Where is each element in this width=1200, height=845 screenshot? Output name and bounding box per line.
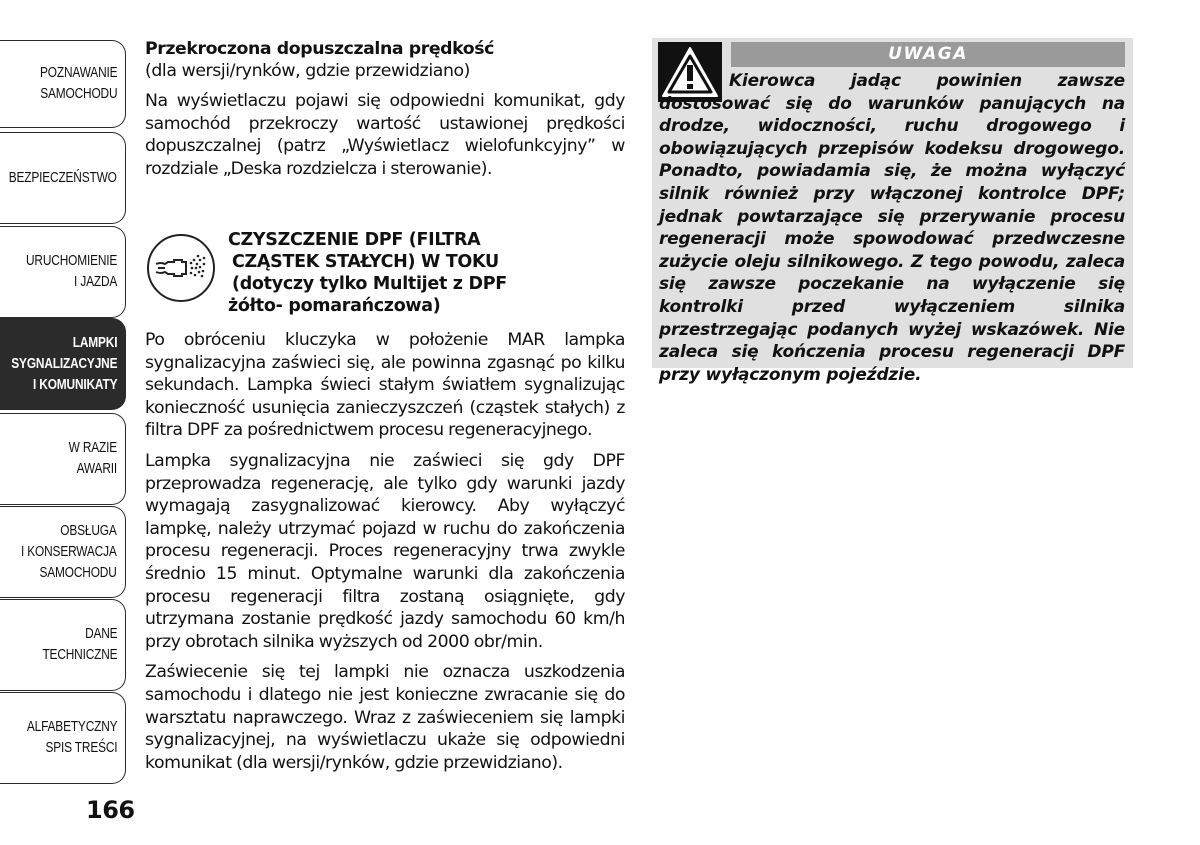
dpf-heading-line: CZĄSTEK STAŁYCH) W TOKU — [232, 252, 499, 272]
warning-text — [659, 70, 1125, 386]
dpf-heading-line: CZYSZCZENIE DPF (FILTRA — [228, 230, 481, 250]
dpf-heading-line: (dotyczy tylko Multijet z DPF — [232, 274, 507, 294]
sidebar-tab-obsluga-i-konserwacja[interactable] — [0, 506, 126, 598]
warning-text-body: Kierowca jadąc powinien zawsze dostosować się do warunków panujących na drodze, widoczności, ruchu drogowego i obowiązujących przepisów kodeksu drogowego. Ponadto, powiadamia się, że można wyłączyć silnik również przy włączonej kontrolce DPF; jednak powtarzające się przerywanie procesu regeneracji może spowodować przedwczesne zużycie oleju silnikowego. Z tego powodu, zaleca się zawsze poczekanie na wyłączenie się kontrolki przed wyłączeniem silnika przestrzegając podanych wyżej wskazówek. Nie zaleca się kończenia procesu regeneracji DPF przy wyłączonym pojeździe. — [659, 71, 1125, 385]
sidebar-tab-label: POZNAWANIE SAMOCHODU — [39, 65, 117, 102]
speed-section-paragraph: Na wyświetlaczu pojawi się odpowiedni komunikat, gdy samochód przekroczy wartość ustawionej prędkości dopuszczalnej (patrz „Wyświetlacz wielofunkcyjny” w rozdziale „Deska rozdzielcza i sterowanie). — [145, 91, 625, 179]
sidebar-tab-label: DANE TECHNICZNE — [42, 626, 117, 663]
warning-title: UWAGA — [731, 42, 1125, 67]
dpf-section-heading — [228, 229, 558, 317]
sidebar-tab-uruchomienie-i-jazda[interactable] — [0, 226, 126, 318]
page-number: 166 — [86, 796, 135, 824]
sidebar-tab-poznawanie-samochodu[interactable] — [0, 40, 126, 128]
sidebar-tab-bezpieczenstwo[interactable] — [0, 132, 126, 224]
dpf-heading-line: żółto- pomarańczowa) — [228, 296, 441, 316]
dpf-paragraph: Lampka sygnalizacyjna nie zaświeci się gdy DPF przeprowadza regenerację, ale tylko gdy warunki jazdy wymagają zasygnalizować kierowcy. Aby wyłączyć lampkę, należy utrzymać pojazd w ruchu do zakończenia procesu regeneracji. Proces regeneracyjny trwa zwykle średnio 15 minut. Optymalne warunki dla zakończenia procesu regeneracji filtra zostaną osiągnięte, gdy utrzymana zostanie prędkość jazdy samochodu 60 km/h przy obrotach silnika wyższych od 2000 obr/min. — [145, 450, 625, 652]
sidebar-tab-label: LAMPKI SYGNALIZACYJNE I KOMUNIKATY — [10, 334, 117, 393]
dpf-paragraph: Zaświecenie się tej lampki nie oznacza uszkodzenia samochodu i dlatego nie jest konieczne zwracanie się do warsztatu naprawczego. Wraz z zaświeceniem się lampki sygnalizacyjnej, na wyświetlaczu ukaże się odpowiedni komunikat (dla wersji/rynków, gdzie przewidziano). — [145, 662, 625, 773]
sidebar-tab-label: ALFABETYCZNY SPIS TREŚCI — [26, 719, 117, 756]
sidebar-tab-lampki-sygnalizacyjne[interactable] — [0, 318, 126, 410]
sidebar-tab-w-razie-awarii[interactable] — [0, 413, 126, 505]
dpf-section-body — [145, 329, 625, 774]
sidebar-tab-label: BEZPIECZEŃSTWO — [8, 169, 117, 186]
speed-section — [145, 38, 625, 180]
dpf-warning-lamp-icon — [146, 233, 216, 303]
sidebar-tab-dane-techniczne[interactable] — [0, 599, 126, 691]
sidebar-tab-label: OBSŁUGA I KONSERWACJA SAMOCHODU — [21, 522, 118, 581]
speed-section-title: Przekroczona dopuszczalna prędkość — [145, 39, 494, 59]
dpf-paragraph: Po obróceniu kluczyka w położenie MAR lampka sygnalizacyjna zaświeci się, ale powinna zgasnąć po kilku sekundach. Lampka świeci stałym światłem sygnalizując konieczność usunięcia zanieczyszczeń (cząstek stałych) z filtra DPF za pośrednictwem procesu regeneracyjnego. — [145, 330, 625, 441]
sidebar-tab-label: W RAZIE AWARII — [68, 440, 117, 477]
sidebar-tab-alfabetyczny-spis-tresci[interactable] — [0, 692, 126, 784]
speed-section-subtitle: (dla wersji/rynków, gdzie przewidziano) — [145, 61, 471, 81]
sidebar-tab-label: URUCHOMIENIE I JAZDA — [25, 253, 117, 290]
